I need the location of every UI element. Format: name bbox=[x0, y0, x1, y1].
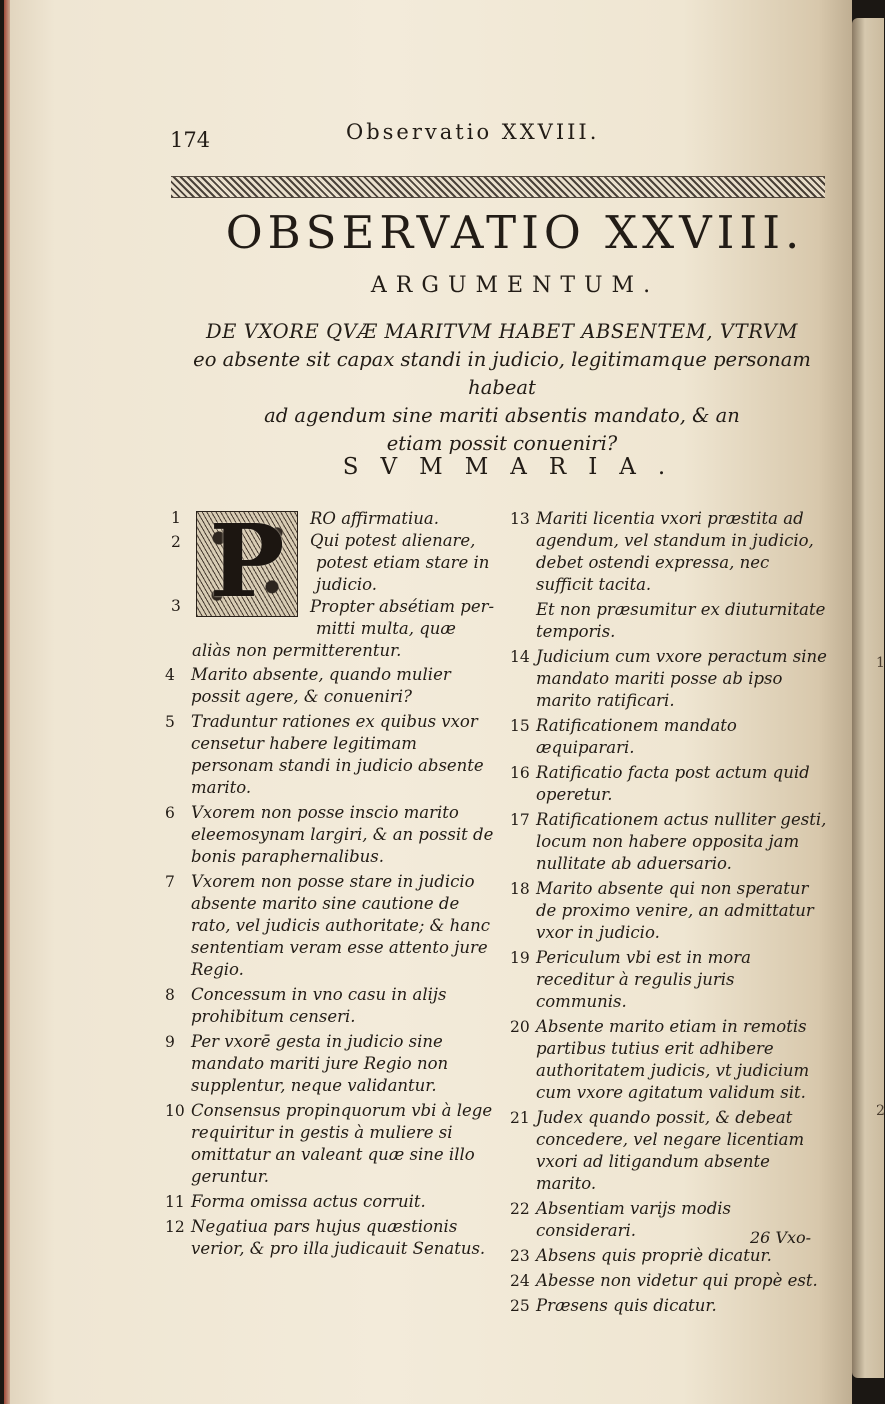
entry-text: Absens quis propriè dicatur. bbox=[536, 1246, 772, 1265]
summaria-heading: SVMMARIA. bbox=[342, 454, 688, 480]
entry-text: Traduntur rationes ex quibus vxor censetur habere legitimam personam standi in judicio absente marito. bbox=[191, 712, 484, 797]
entry-line: Qui potest alienare, bbox=[310, 531, 476, 550]
summary-entry bbox=[510, 762, 830, 806]
entry-number: 2 bbox=[171, 533, 181, 551]
entry-text: Concessum in vno casu in alijs prohibitum censeri. bbox=[191, 985, 447, 1026]
summary-entry bbox=[510, 1245, 830, 1267]
page-number: 174 bbox=[170, 128, 211, 152]
summary-entry bbox=[510, 878, 830, 944]
summary-entry bbox=[165, 984, 495, 1028]
entry-text: Abesse non videtur qui propè est. bbox=[536, 1271, 818, 1290]
entry-text: Per vxorē gesta in judicio sine mandato mariti jure Regio non supplentur, neque validantur. bbox=[191, 1032, 449, 1095]
entry-text: Vxorem non posse inscio marito eleemosynam largiri, & an possit de bonis paraphernalibus. bbox=[191, 803, 494, 866]
entry-number: 4 bbox=[165, 666, 175, 684]
entry-number: 22 bbox=[510, 1200, 530, 1218]
entry-text: Judicium cum vxore peractum sine mandato mariti posse ab ipso marito ratificari. bbox=[536, 647, 827, 710]
entry-number: 15 bbox=[510, 717, 530, 735]
summaria-left-column bbox=[165, 664, 495, 1263]
summary-entry bbox=[165, 1031, 495, 1097]
entry-text: Absente marito etiam in remotis partibus tutius erit adhibere authoritatem judicis, vt judicium cum vxore agitatum validum sit. bbox=[536, 1017, 810, 1102]
argument-line: etiam possit conueniri? bbox=[386, 432, 618, 455]
summary-entry bbox=[510, 809, 830, 875]
entry-line: mitti multa, quæ bbox=[316, 619, 456, 638]
entry-text: Absentiam varijs modis considerari. bbox=[536, 1199, 732, 1240]
entry-number: 14 bbox=[510, 648, 530, 666]
summary-entry bbox=[165, 711, 495, 799]
entry-text: Ratificationem actus nulliter gesti, locum non habere opposita jam nullitate ab aduersario. bbox=[536, 810, 827, 873]
entry-line: RO affirmatiua. bbox=[310, 509, 439, 528]
summary-entry bbox=[510, 1107, 830, 1195]
entry-number: 9 bbox=[165, 1033, 175, 1051]
argument-text bbox=[172, 318, 832, 458]
entry-line: judicio. bbox=[316, 575, 377, 594]
summary-entry bbox=[165, 664, 495, 708]
catchword: 26 Vxo- bbox=[750, 1228, 812, 1247]
entry-number: 7 bbox=[165, 873, 175, 891]
entry-text: Et non præsumitur ex diuturnitate temporis. bbox=[536, 600, 826, 641]
entry-number: 5 bbox=[165, 713, 175, 731]
entry-text: Vxorem non posse stare in judicio absente marito sine cautione de rato, vel judicis authoritate; & hanc sententiam veram esse attento jure Regio. bbox=[191, 872, 490, 979]
entry-number: 13 bbox=[510, 510, 530, 528]
summary-entry bbox=[510, 715, 830, 759]
leaf-margin-mark: 2 bbox=[876, 1103, 885, 1119]
entry-number: 17 bbox=[510, 811, 530, 829]
summary-entry bbox=[510, 1295, 830, 1317]
summary-entry bbox=[510, 599, 830, 643]
argument-heading: ARGUMENTUM. bbox=[370, 273, 660, 298]
entry-number: 24 bbox=[510, 1272, 530, 1290]
summary-entry bbox=[510, 947, 830, 1013]
entry-number: 1 bbox=[171, 509, 181, 527]
entry-number: 11 bbox=[165, 1193, 185, 1211]
entry-text: Forma omissa actus corruit. bbox=[191, 1192, 426, 1211]
argument-line: DE VXORE QVÆ MARITVM HABET ABSENTEM, VTRVM bbox=[205, 320, 799, 343]
summary-entry bbox=[165, 1191, 495, 1213]
entry-number: 18 bbox=[510, 880, 530, 898]
entry-number: 20 bbox=[510, 1018, 530, 1036]
summaria-right-column bbox=[510, 508, 830, 1320]
summary-entry bbox=[165, 871, 495, 981]
entry-number: 8 bbox=[165, 986, 175, 1004]
entry-number: 12 bbox=[165, 1218, 185, 1236]
entry-text: Mariti licentia vxori præstita ad agendum, vel standum in judicio, debet ostendi expressa, nec sufficit tacita. bbox=[536, 509, 814, 594]
summary-entry bbox=[510, 508, 830, 596]
entry-number: 3 bbox=[171, 597, 181, 615]
entry-number: 21 bbox=[510, 1109, 530, 1127]
summary-entry bbox=[165, 1216, 495, 1260]
summary-entry bbox=[165, 1100, 495, 1188]
initial-letter: P bbox=[209, 502, 285, 620]
first-entries bbox=[310, 508, 500, 640]
entry-number: 23 bbox=[510, 1247, 530, 1265]
ornament-band bbox=[171, 176, 825, 198]
entry-number: 10 bbox=[165, 1102, 185, 1120]
summary-entry bbox=[510, 646, 830, 712]
summary-entry bbox=[510, 1270, 830, 1292]
summary-entry bbox=[165, 802, 495, 868]
argument-line: eo absente sit capax standi in judicio, legitimamque personam habeat bbox=[193, 348, 811, 399]
entry-text: Marito absente qui non speratur de proximo venire, an admittatur vxor in judicio. bbox=[536, 879, 814, 942]
entry-text: Præsens quis dicatur. bbox=[536, 1296, 717, 1315]
argument-line: ad agendum sine mariti absentis mandato, & an bbox=[264, 404, 740, 427]
entry-number: 16 bbox=[510, 764, 530, 782]
leaf-margin-mark: 1 bbox=[876, 655, 885, 671]
running-head: Observatio XXVIII. bbox=[346, 120, 600, 144]
page-title: OBSERVATIO XXVIII. bbox=[225, 206, 805, 259]
entry-text: Judex quando possit, & debeat concedere, vel negare licentiam vxori ad litigandum absente marito. bbox=[536, 1108, 805, 1193]
entry-text: Ratificatio facta post actum quid operetur. bbox=[536, 763, 810, 804]
entry-text: Periculum vbi est in mora receditur à regulis juris communis. bbox=[536, 948, 751, 1011]
summary-entry bbox=[510, 1016, 830, 1104]
decorated-initial bbox=[196, 502, 298, 620]
entry-number: 19 bbox=[510, 949, 530, 967]
entry-number: 25 bbox=[510, 1297, 530, 1315]
entry-line: aliàs non permitterentur. bbox=[192, 641, 402, 660]
entry-text: Consensus propinquorum vbi à lege requiritur in gestis à muliere si omittatur an valeant quæ sine illo geruntur. bbox=[191, 1101, 493, 1186]
entry-number: 6 bbox=[165, 804, 175, 822]
entry-text: Marito absente, quando mulier possit agere, & conueniri? bbox=[191, 665, 451, 706]
entry-text: Negatiua pars hujus quæstionis verior, & pro illa judicauit Senatus. bbox=[191, 1217, 486, 1258]
entry-text: Ratificationem mandato æquiparari. bbox=[536, 716, 737, 757]
entry-line: Propter absétiam per- bbox=[310, 597, 495, 616]
entry-line: potest etiam stare in bbox=[316, 553, 490, 572]
